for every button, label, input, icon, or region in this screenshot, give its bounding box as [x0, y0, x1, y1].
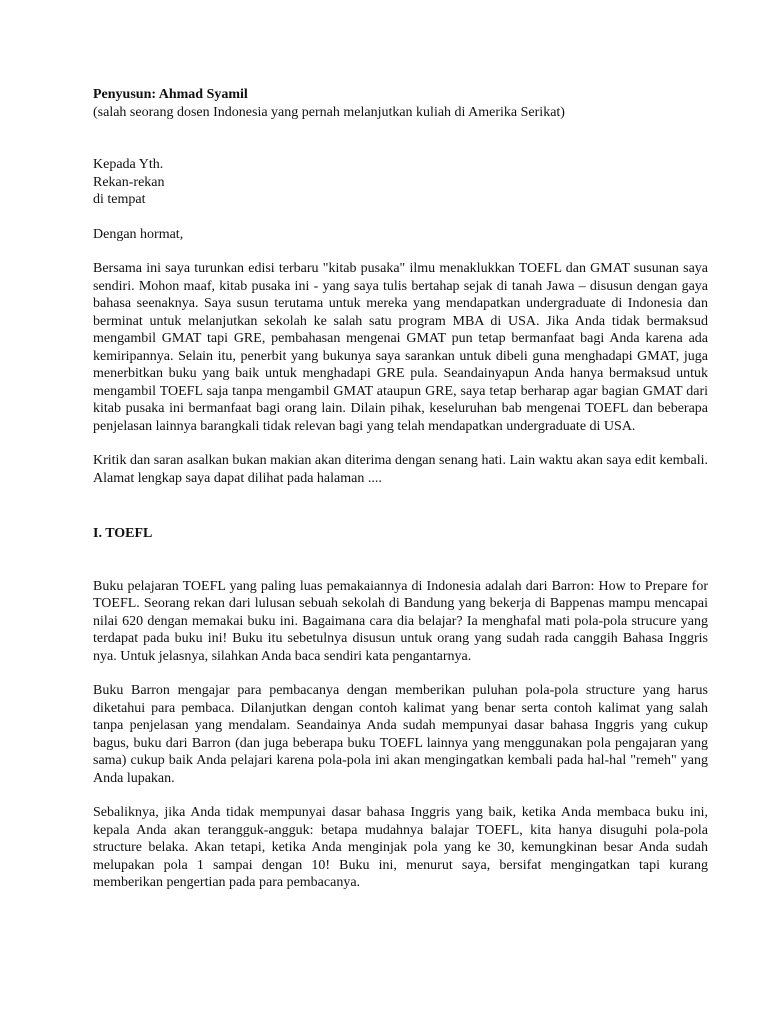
document-page [93, 86, 708, 892]
address-line-2: Rekan-rekan [93, 174, 165, 190]
spacer [93, 787, 708, 804]
greeting: Dengan hormat, [93, 226, 184, 242]
spacer [93, 435, 708, 452]
spacer [93, 665, 708, 682]
address-line-1: Kepada Yth. [93, 157, 164, 172]
intro-paragraph: Bersama ini saya turunkan edisi terbaru "kitab pusaka" ilmu menaklukkan TOEFL dan GMAT susunan saya sendiri. Mohon maaf, kitab pusaka ini - yang saya tulis bertahap sejak di tanah Jawa – disusun dengan gaya bahasa seenaknya. Saya susun terutama untuk mereka yang mendapatkan undergraduate di Indonesia dan berminat untuk melanjutkan sekolah ke salah satu program MBA di USA. Jika Anda tidak bermaksud mengambil GMAT tapi GRE, pembahasan mengenai GMAT pun tetap bermanfaat bagi Anda karena ada kemiripannya. Selain itu, penerbit yang bukunya saya sarankan untuk dibeli guna menghadapi GMAT, juga menerbitkan buku yang baik untuk menghadapi GRE pula. Seandainyapun Anda hanya bermaksud untuk mengambil TOEFL saja tanpa mengambil GMAT ataupun GRE, saya tetap berharap agar bagian GMAT dari kitab pusaka ini bermanfaat bagi orang lain. Dilain pihak, keseluruhan bab mengenai TOEFL dan beberapa penjelasan lainnya barangkali tidak relevan bagi yang telah mendapatkan undergraduate di USA. [93, 261, 708, 434]
author-line: Penyusun: Ahmad Syamil [93, 87, 248, 102]
section-paragraph: Buku pelajaran TOEFL yang paling luas pemakaiannya di Indonesia adalah dari Barron: How to Prepare for TOEFL. Seorang rekan dari lulusan sebuah sekolah di Bandung yang bekerja di Bappenas mampu mencapai nilai 620 dengan memakai buku ini. Bagaimana cara dia belajar? Ia menghafal mati pola-pola strucure yang terdapat pada buku ini! Buku itu sebetulnya disusun untuk orang yang sudah rada canggih Bahasa Inggris nya. Untuk jelasnya, silahkan Anda baca sendiri kata pengantarnya. [93, 578, 708, 664]
spacer [93, 209, 708, 226]
author-note: (salah seorang dosen Indonesia yang pernah melanjutkan kuliah di Amerika Serikat) [93, 104, 565, 120]
section-paragraph: Sebaliknya, jika Anda tidak mempunyai dasar bahasa Inggris yang baik, ketika Anda membaca buku ini, kepala Anda akan terangguk-angguk: betapa mudahnya balajar TOEFL, kita hanya disuguhi pola-pola structure belaka. Akan tetapi, ketika Anda menginjak pola yang ke 30, kemungkinan besar Anda sudah melupakan pola 1 sampai dengan 10! Buku ini, menurut saya, bersifat mengingatkan tapi kurang memberikan pengertian pada para pembacanya. [93, 805, 708, 890]
address-line-3: di tempat [93, 192, 146, 207]
spacer [93, 543, 708, 578]
spacer [93, 121, 708, 156]
spacer [93, 487, 708, 525]
spacer [93, 243, 708, 260]
section-paragraph: Buku Barron mengajar para pembacanya dengan memberikan puluhan pola-pola structure yang harus diketahui para pembaca. Dilanjutkan dengan contoh kalimat yang benar serta contoh kalimat yang salah tanpa penjelasan yang mendalam. Seandainya Anda sudah mempunyai dasar bahasa Inggris yang cukup bagus, buku dari Barron (dan juga beberapa buku TOEFL lainnya yang menggunakan pola pengajaran yang sama) cukup baik Anda pelajari karena pola-pola ini akan mengingatkan kembali pada hal-hal "remeh" yang Anda lupakan. [93, 683, 708, 786]
section-heading: I. TOEFL [93, 526, 153, 541]
intro-paragraph: Kritik dan saran asalkan bukan makian akan diterima dengan senang hati. Lain waktu akan saya edit kembali. Alamat lengkap saya dapat dilihat pada halaman .... [93, 453, 708, 486]
